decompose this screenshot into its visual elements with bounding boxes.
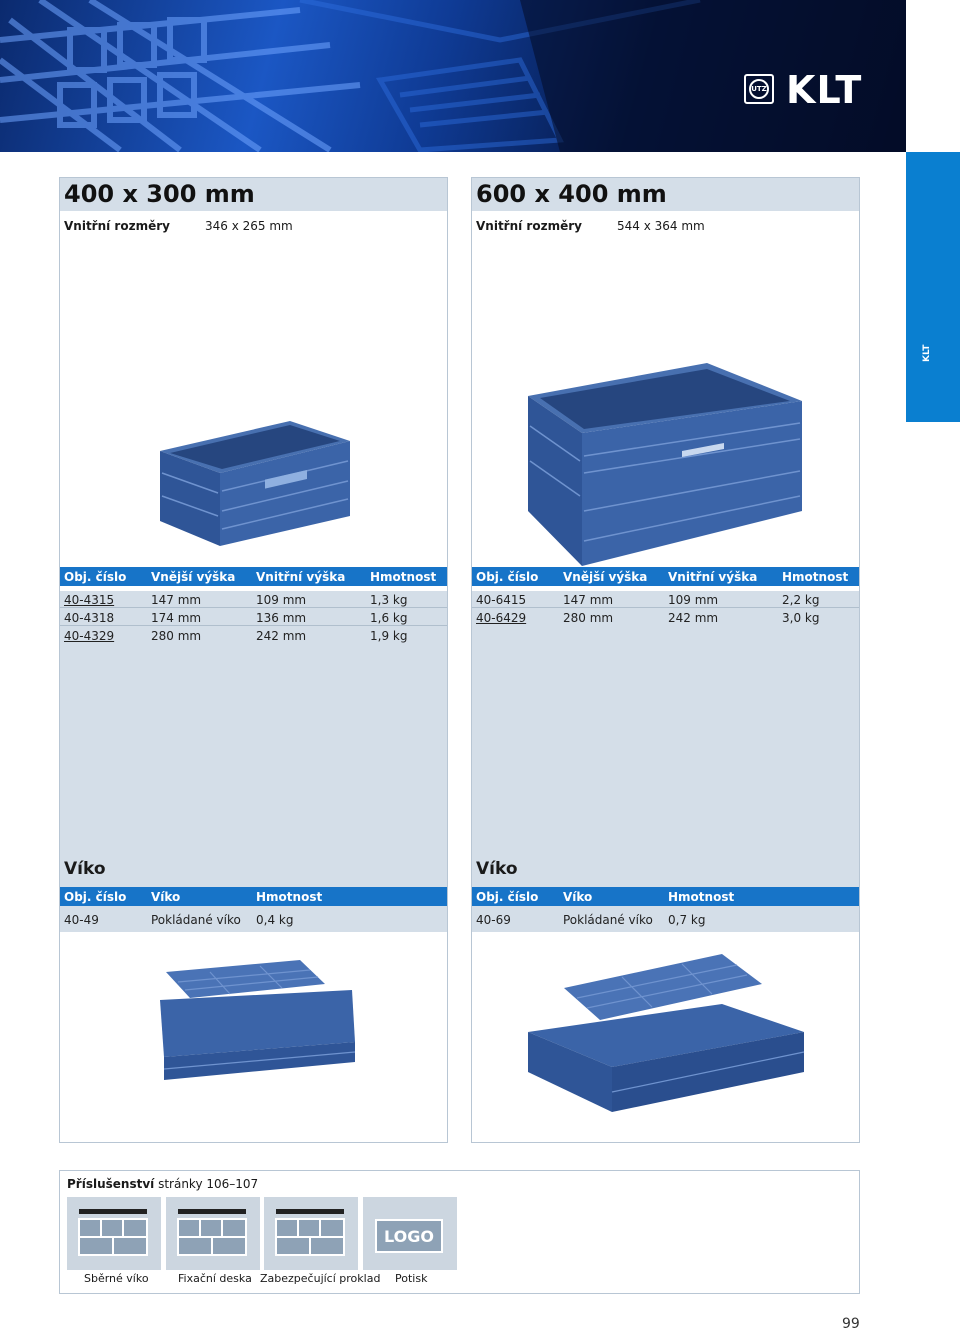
table-row [60,590,447,608]
table-row [60,626,447,644]
lid-type: Pokládané víko [563,913,653,927]
lid-image [472,932,859,1142]
inner-dims-label: Vnitřní rozměry [476,219,582,233]
col-header-outer-height: Vnější výška [151,570,236,584]
accessory-label: Fixační deska [178,1272,252,1285]
lid-image [60,932,447,1142]
outer-height: 147 mm [151,593,202,607]
table-header [60,567,447,586]
col-header-weight: Hmotnost [256,890,323,904]
accessory-label: Sběrné víko [84,1272,149,1285]
side-tab [906,152,960,422]
lid-section-title: Víko [64,859,106,879]
col-header-weight: Hmotnost [370,570,437,584]
outer-height: 280 mm [151,629,202,643]
lid-order-number: 40-69 [476,913,511,927]
order-number-link[interactable]: 40-6429 [476,611,527,625]
weight: 1,6 kg [370,611,408,625]
panel-title: 600 x 400 mm [476,180,667,208]
table-row [60,608,447,626]
accessory-label: Potisk [395,1272,428,1285]
order-number-link[interactable]: 40-4329 [64,629,115,643]
lid-weight: 0,7 kg [668,913,706,927]
order-number: 40-4318 [64,611,115,625]
col-header-order-number: Obj. číslo [64,890,127,904]
print-image [363,1197,457,1270]
lid-table-row [472,910,859,928]
col-header-order-number: Obj. číslo [476,570,539,584]
col-header-lid: Víko [151,890,181,904]
table-row [472,608,859,626]
inner-dims-value: 346 x 265 mm [205,219,293,233]
brand-title: KLT [786,68,863,112]
col-header-lid: Víko [563,890,593,904]
collector-lid-image [67,1197,161,1270]
outer-height: 280 mm [563,611,614,625]
panel-600x400 [471,177,860,1143]
col-header-order-number: Obj. číslo [476,890,539,904]
inner-height: 242 mm [668,611,719,625]
weight: 1,9 kg [370,629,408,643]
order-number-link[interactable]: 40-4315 [64,593,115,607]
logo-placeholder: LOGO [375,1219,443,1253]
col-header-weight: Hmotnost [782,570,849,584]
accessories-box [59,1170,860,1294]
outer-height: 147 mm [563,593,614,607]
utz-logo [744,74,774,104]
panel-title: 400 x 300 mm [64,180,255,208]
side-strip [906,0,960,152]
lid-weight: 0,4 kg [256,913,294,927]
lid-type: Pokládané víko [151,913,241,927]
inner-height: 136 mm [256,611,307,625]
col-header-outer-height: Vnější výška [563,570,648,584]
col-header-order-number: Obj. číslo [64,570,127,584]
accessories-pages: stránky 106–107 [154,1177,259,1191]
order-number: 40-6415 [476,593,527,607]
header-banner [0,0,906,152]
accessory-label: Zabezpečující proklad [260,1272,381,1285]
panel-400x300 [59,177,448,1143]
accessories-title-bold: Příslušenství [67,1177,155,1191]
col-header-inner-height: Vnitřní výška [256,570,346,584]
crate-image [60,211,447,591]
fixing-plate-image [166,1197,260,1270]
lid-section-title: Víko [476,859,518,879]
side-tab-label: KLT [922,344,932,362]
crate-image-area [472,211,859,591]
crate-image-area [60,211,447,591]
utz-logo-text: UTZ [749,79,769,99]
weight: 2,2 kg [782,593,820,607]
accessories-title [67,1177,258,1191]
weight: 3,0 kg [782,611,820,625]
outer-height: 174 mm [151,611,202,625]
security-insert-image [264,1197,358,1270]
crate-image [472,211,859,591]
table-header [472,567,859,586]
panel-title-bar [60,178,447,211]
lid-order-number: 40-49 [64,913,99,927]
lid-table-row [60,910,447,928]
inner-height: 242 mm [256,629,307,643]
lid-table-header [60,887,447,906]
inner-dims-value: 544 x 364 mm [617,219,705,233]
col-header-inner-height: Vnitřní výška [668,570,758,584]
weight: 1,3 kg [370,593,408,607]
inner-height: 109 mm [256,593,307,607]
table-row [472,590,859,608]
inner-dims-label: Vnitřní rozměry [64,219,170,233]
col-header-weight: Hmotnost [668,890,735,904]
panel-title-bar [472,178,859,211]
page-number: 99 [842,1316,860,1332]
inner-height: 109 mm [668,593,719,607]
lid-table-header [472,887,859,906]
